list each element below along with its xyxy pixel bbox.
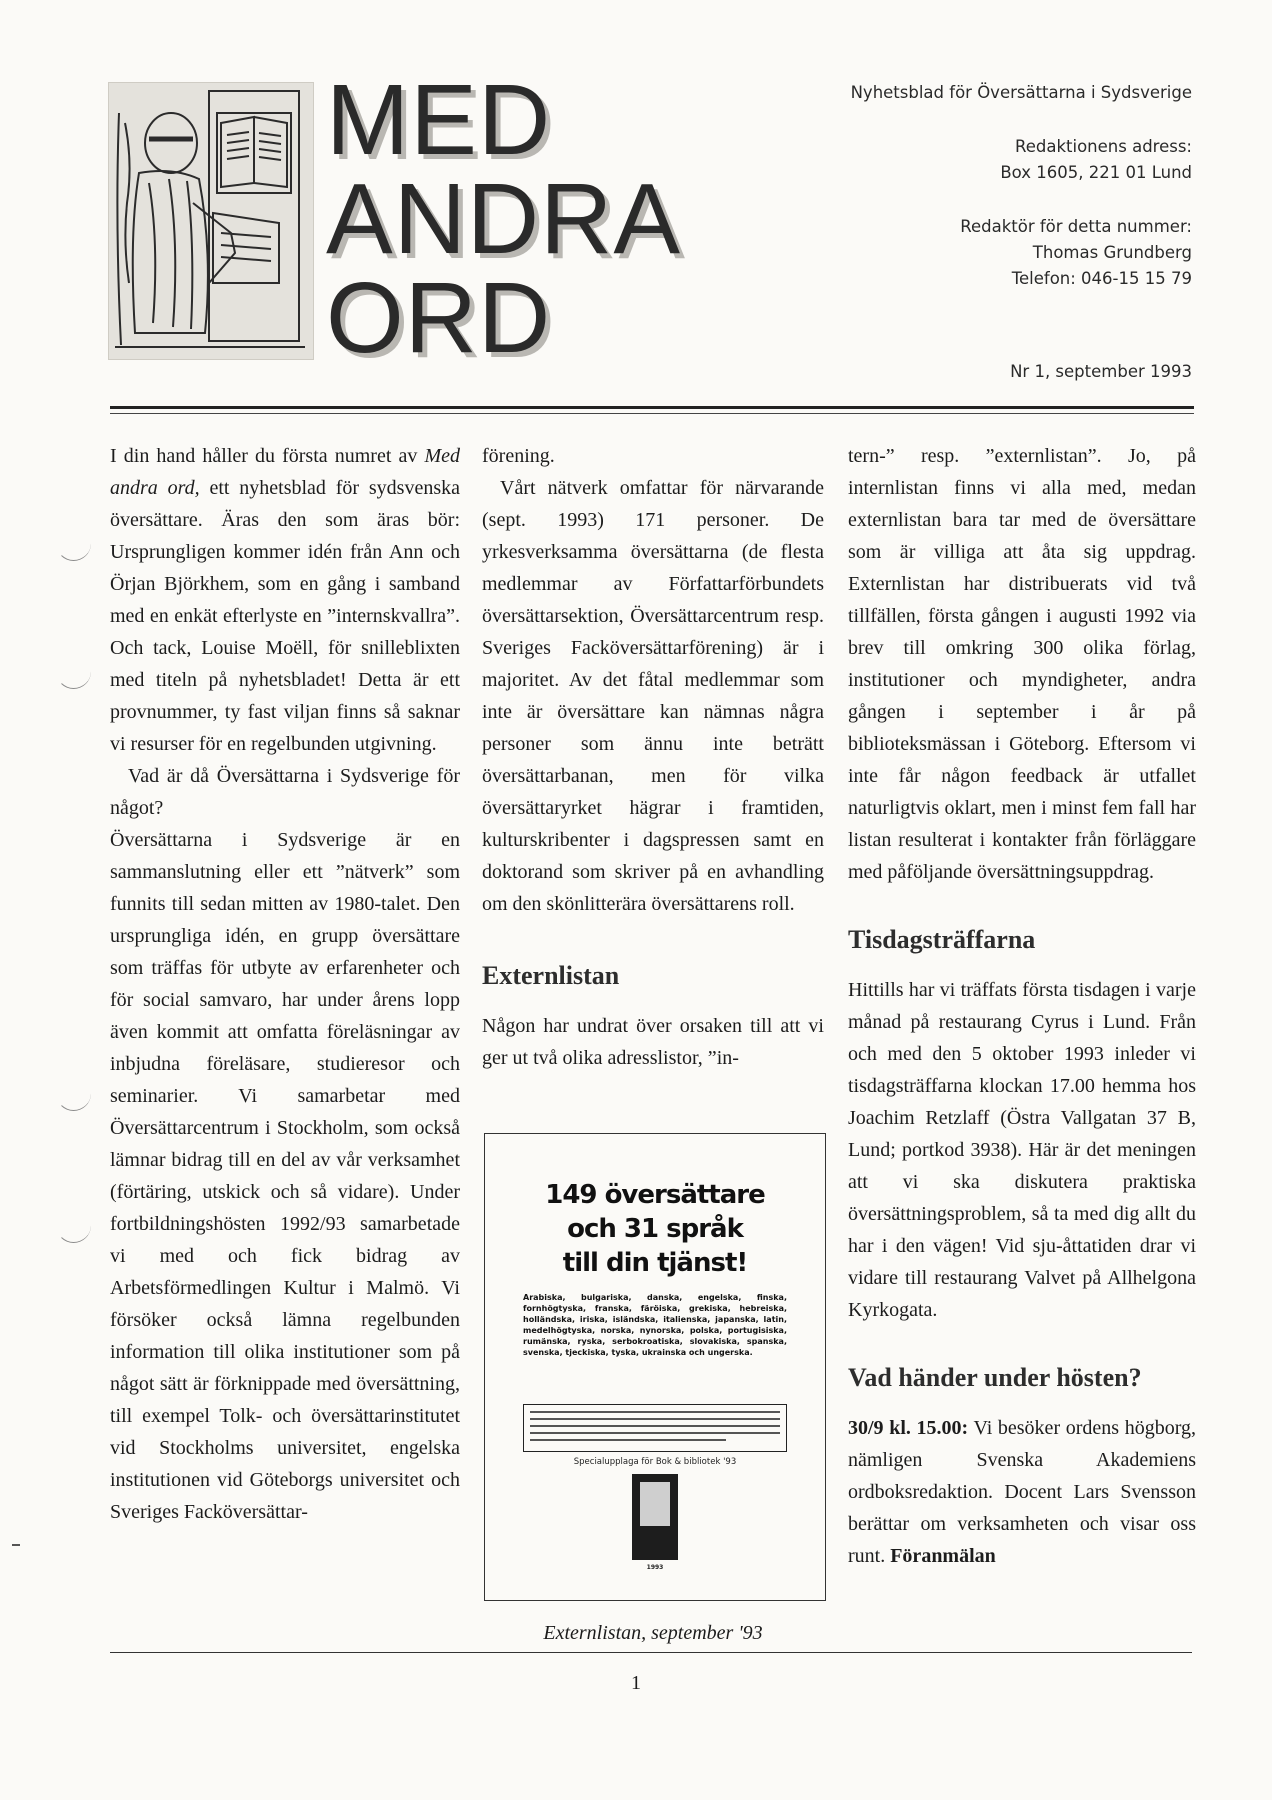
- newsletter-name-italic: Med andra ord,: [110, 445, 460, 499]
- ad-headline: [485, 1178, 825, 1280]
- intro-text-b: ett nyhetsblad för sydsvenska översättare. Äras den som äras bör: Ursprungligen kommer idén från Ann och Örjan Björkhem, som en gång i samband med en enkät efterlyste en ”internskvallra”. Och tack, Louise Moëll, för snilleblixten med titeln på nyhetsbladet! Detta är ett provnummer, ty fast viljan finns så saknar vi resurser för en regelbunden utgivning.: [110, 477, 460, 755]
- lists-paragraph: tern-” resp. ”externlistan”. Jo, på internlistan finns vi alla med, medan externlistan bara tar med de översättare som är villiga att åta sig uppdrag. Externlistan har distribuerats vid två tillfällen, första gången i augusti 1992 via brev till omkring 300 olika förlag, institutioner och myndigheter, andra gången i september i år på biblioteksmässan i Göteborg. Eftersom vi inte får någon feedback är utfallet naturligtvis oklart, men i minst fem fall har listan resulterat i kontakter från förläggare med påföljande översättningsuppdrag.: [848, 445, 1196, 883]
- ad-edition-note: Specialupplaga för Bok & bibliotek '93: [573, 1457, 737, 1467]
- editor-label: Redaktör för detta nummer:: [960, 217, 1192, 236]
- image-caption: Externlistan, september '93: [543, 1622, 763, 1644]
- title-line-2: ANDRA: [326, 163, 682, 275]
- title-line-1: MED: [326, 64, 552, 176]
- event-date: 30/9 kl. 15.00:: [848, 1417, 969, 1439]
- about-paragraph: Översättarna i Sydsverige är en sammanslutning eller ett ”nätverk” som funnits till sedan mitten av 1980-talet. Den ursprungliga idén, en grupp översättare som träffas för utbyte av erfarenheter och för social samvaro, har under årens lopp även kommit att omfatta föreläsningar av inbjudna föreläsare, studieresor och seminarier. Vi samarbetar med Översättarcentrum i Stockholm, som också lämnar bidrag till en del av vår verksamhet (förtäring, utskick och så vidare). Under fortbildningshösten 1992/93 samarbetade vi med och fick bidrag av Arbetsförmedlingen Kultur i Malmö. Vi försöker också lämna regelbunden information till olika institutioner som på något sätt är förknippade med översättning, till exempel Tolk- och översättarinstitutet vid Stockholms universitet, engelska institutionen vid Göteborgs universitet och Sveriges Facköversättar-: [110, 829, 460, 1523]
- editor-phone: Telefon: 046-15 15 79: [1011, 269, 1192, 288]
- question-paragraph: Vad är då Översättarna i Sydsverige för något?: [110, 765, 460, 819]
- editor-name: Thomas Grundberg: [1032, 243, 1192, 262]
- address-label: Redaktionens adress:: [1015, 137, 1192, 156]
- column-3: [848, 440, 1196, 1572]
- masthead-rule-thin: [110, 413, 1194, 414]
- masthead-rule-thick: [110, 406, 1194, 409]
- continued-word: förening.: [482, 445, 555, 467]
- externlistan-cover-image: [484, 1133, 826, 1601]
- intro-text-a: I din hand håller du första numret av: [110, 445, 425, 467]
- ad-headline-line-1: 149 översättare: [545, 1180, 765, 1210]
- ad-language-list: Arabiska, bulgariska, danska, engelska, finska, fornhögtyska, franska, färöiska, grekiska, hebreiska, holländska, iriska, isländska, italienska, japanska, latin, medelhögtyska, norska, nynorska, polska, portugisiska, rumänska, ryska, serbokroatiska, slovakiska, spanska, svenska, tjeckiska, tyska, ukrainska och ungerska.: [523, 1293, 787, 1357]
- column-2: [482, 440, 824, 1074]
- title-line-3: ORD: [326, 262, 552, 374]
- heading-tisdagstraffarna: Tisdagsträffarna: [848, 925, 1036, 954]
- newsletter-title: [326, 64, 682, 374]
- ad-year: 1993: [646, 1564, 664, 1571]
- punch-hole-mark: [56, 540, 91, 561]
- event-registration: Föranmälan: [890, 1545, 996, 1567]
- ad-headline-line-2: och 31 språk: [567, 1214, 743, 1244]
- punch-hole-mark: [56, 1090, 91, 1111]
- externlistan-paragraph: Någon har undrat över orsaken till att vi ger ut två olika adresslistor, ”in-: [482, 1015, 824, 1069]
- punch-hole-mark: [56, 668, 91, 689]
- masthead-info: [772, 80, 1192, 292]
- page-number: 1: [631, 1672, 641, 1694]
- issue-number: Nr 1, september 1993: [1010, 362, 1192, 381]
- intro-paragraph: [110, 440, 460, 760]
- network-paragraph: Vårt nätverk omfattar för närvarande (sept. 1993) 171 personer. De yrkesverksamma översättarna (de flesta medlemmar av Författarförbundets översättarsektion, Översättarcentrum resp. Sveriges Facköversättarförening) är i majoritet. Av det fåtal medlemmar som inte är översättare kan nämnas några personer som ännu inte beträtt översättarbanan, men för vilka översättaryrket hägrar i framtiden, kulturskribenter i dagspressen samt en doktorand som skriver på en avhandling om den skönlitterära översättarens roll.: [482, 477, 824, 915]
- column-1: [110, 440, 460, 1528]
- ad-cover-thumbnail: [632, 1474, 678, 1560]
- punch-hole-mark: [56, 1222, 91, 1243]
- tisdag-paragraph: Hittills har vi träffats första tisdagen i varje månad på restaurang Cyrus i Lund. Från och med den 5 oktober 1993 inleder vi tisdagsträffarna klockan 17.00 hemma hos Joachim Retzlaff (Östra Vallgatan 37 B, Lund; portkod 3938). Här är det meningen att vi ska diskutera praktiska översättningsproblem, så ta med dig allt du har i den vägen! Vid sju-åttatiden drar vi vidare till restaurang Valvet på Allhelgona Kyrkogata.: [848, 979, 1196, 1321]
- event-paragraph: [848, 1412, 1196, 1572]
- footer-rule: [110, 1652, 1192, 1653]
- ad-headline-line-3: till din tjänst!: [562, 1248, 748, 1278]
- scribe-woodcut-image: [108, 82, 314, 360]
- event-text: Vi besöker ordens högborg, nämligen Svenska Akademiens ordboksredaktion. Docent Lars Svensson berättar om verksamheten och visar oss runt.: [848, 1417, 1196, 1567]
- heading-externlistan: Externlistan: [482, 961, 620, 990]
- ad-fineprint-box: [523, 1404, 787, 1452]
- tagline: Nyhetsblad för Översättarna i Sydsverige: [850, 83, 1192, 102]
- address: Box 1605, 221 01 Lund: [1000, 163, 1192, 182]
- heading-autumn-events: Vad händer under hösten?: [848, 1363, 1142, 1392]
- edge-mark: [12, 1544, 20, 1546]
